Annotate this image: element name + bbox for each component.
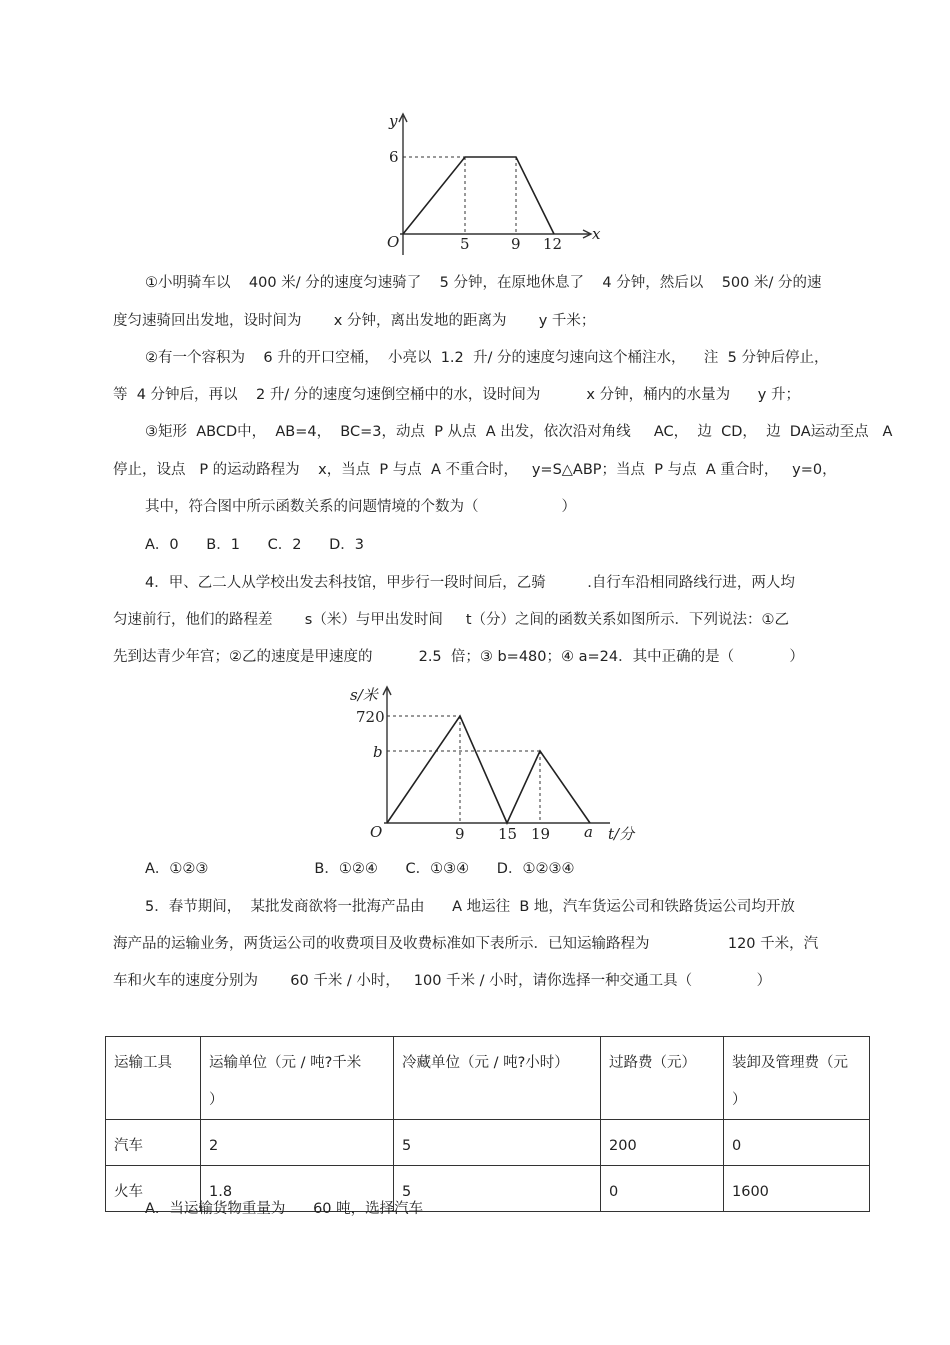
y-axis-label: y <box>389 112 398 130</box>
x-tick-12: 12 <box>543 235 563 253</box>
graph-1 <box>370 108 610 260</box>
q5-option-a: A．当运输货物重量为 60 吨，选择汽车 <box>145 1201 424 1217</box>
header-cell: 装卸及管理费（元 ） <box>724 1037 870 1120</box>
y-tick-b: b <box>373 743 383 761</box>
y-axis-label: s/米 <box>350 686 378 704</box>
header-cell: 冷藏单位（元 / 吨?小时） <box>394 1037 601 1120</box>
x-tick-15: 15 <box>498 825 518 843</box>
q5-line1: 5．春节期间， 某批发商欲将一批海产品由 A 地运往 B 地，汽车货运公司和铁路货运公司均开放 <box>145 899 795 915</box>
q3-item2-line1: ②有一个容积为 6 升的开口空桶， 小亮以 1.2 升/ 分的速度匀速向这个桶注水， 注 5 分钟后停止， <box>145 350 829 366</box>
table-cell: 5 <box>394 1120 601 1166</box>
q4-line2: 匀速前行，他们的路程差 s（米）与甲出发时间 t（分）之间的函数关系如图所示．下列说法：①乙 <box>113 612 790 628</box>
x-tick-19: 19 <box>531 825 551 843</box>
origin-label: O <box>370 823 383 841</box>
q3-item3-line2: 停止，设点 P 的运动路程为 x，当点 P 与点 A 不重合时， y=S△ABP；当点 P 与点 A 重合时， y=0， <box>113 462 837 478</box>
table-cell: 2 <box>201 1120 394 1166</box>
q3-item3-line1: ③矩形 ABCD中， AB=4， BC=3，动点 P 从点 A 出发，依次沿对角线 AC， 边 CD， 边 DA运动至点 A <box>145 424 893 440</box>
q5-line3: 车和火车的速度分别为 60 千米 / 小时， 100 千米 / 小时，请你选择一种交通工具（ ） <box>113 973 772 989</box>
q3-options: A．0 B．1 C．2 D．3 <box>145 537 365 553</box>
function-graph <box>387 716 590 823</box>
table-cell: 0 <box>601 1166 724 1212</box>
table-cell: 火车 <box>106 1166 201 1212</box>
x-tick-5: 5 <box>460 235 470 253</box>
x-axis-label: x <box>592 225 601 243</box>
table-cell: 1600 <box>724 1166 870 1212</box>
table-cell: 汽车 <box>106 1120 201 1166</box>
q3-item1-line2: 度匀速骑回出发地，设时间为 x 分钟，离出发地的距离为 y 千米； <box>113 313 596 329</box>
q3-item2-line2: 等 4 分钟后，再以 2 升/ 分的速度匀速倒空桶中的水，设时间为 x 分钟，桶内的水量为 y 升； <box>113 387 800 403</box>
x-tick-a: a <box>584 823 593 841</box>
header-cell: 运输工具 <box>106 1037 201 1120</box>
q4-line1: 4．甲、乙二人从学校出发去科技馆，甲步行一段时间后，乙骑 .自行车沿相同路线行进，两人均 <box>145 575 795 591</box>
graph-2 <box>340 680 650 848</box>
table-cell: 1.8 <box>201 1166 394 1212</box>
q5-line2: 海产品的运输业务，两货运公司的收费项目及收费标准如下表所示．已知运输路程为 120 千米，汽 <box>113 936 819 952</box>
function-graph <box>403 157 554 234</box>
table-cell: 0 <box>724 1120 870 1166</box>
q4-line3: 先到达青少年宫；②乙的速度是甲速度的 2.5 倍；③ b=480；④ a=24．其中正确的是（ ） <box>113 649 804 665</box>
q3-question: 其中，符合图中所示函数关系的问题情境的个数为（ ） <box>145 499 576 515</box>
x-tick-9: 9 <box>455 825 465 843</box>
table-header-row <box>106 1037 870 1120</box>
y-tick-6: 6 <box>389 148 399 166</box>
q4-options: A．①②③ B．①②④ C．①③④ D．①②③④ <box>145 861 575 877</box>
header-cell: 过路费（元） <box>601 1037 724 1120</box>
y-tick-720: 720 <box>356 708 385 726</box>
header-cell: 运输单位（元 / 吨?千米 ） <box>201 1037 394 1120</box>
q3-item1-line1: ①小明骑车以 400 米/ 分的速度匀速骑了 5 分钟，在原地休息了 4 分钟，然后以 500 米/ 分的速 <box>145 275 822 291</box>
table-cell: 200 <box>601 1120 724 1166</box>
freight-table <box>105 1036 870 1212</box>
table-cell: 5 <box>394 1166 601 1212</box>
x-tick-9: 9 <box>511 235 521 253</box>
x-axis-label: t/分 <box>608 825 635 843</box>
origin-label: O <box>387 233 400 251</box>
table-row <box>106 1120 870 1166</box>
